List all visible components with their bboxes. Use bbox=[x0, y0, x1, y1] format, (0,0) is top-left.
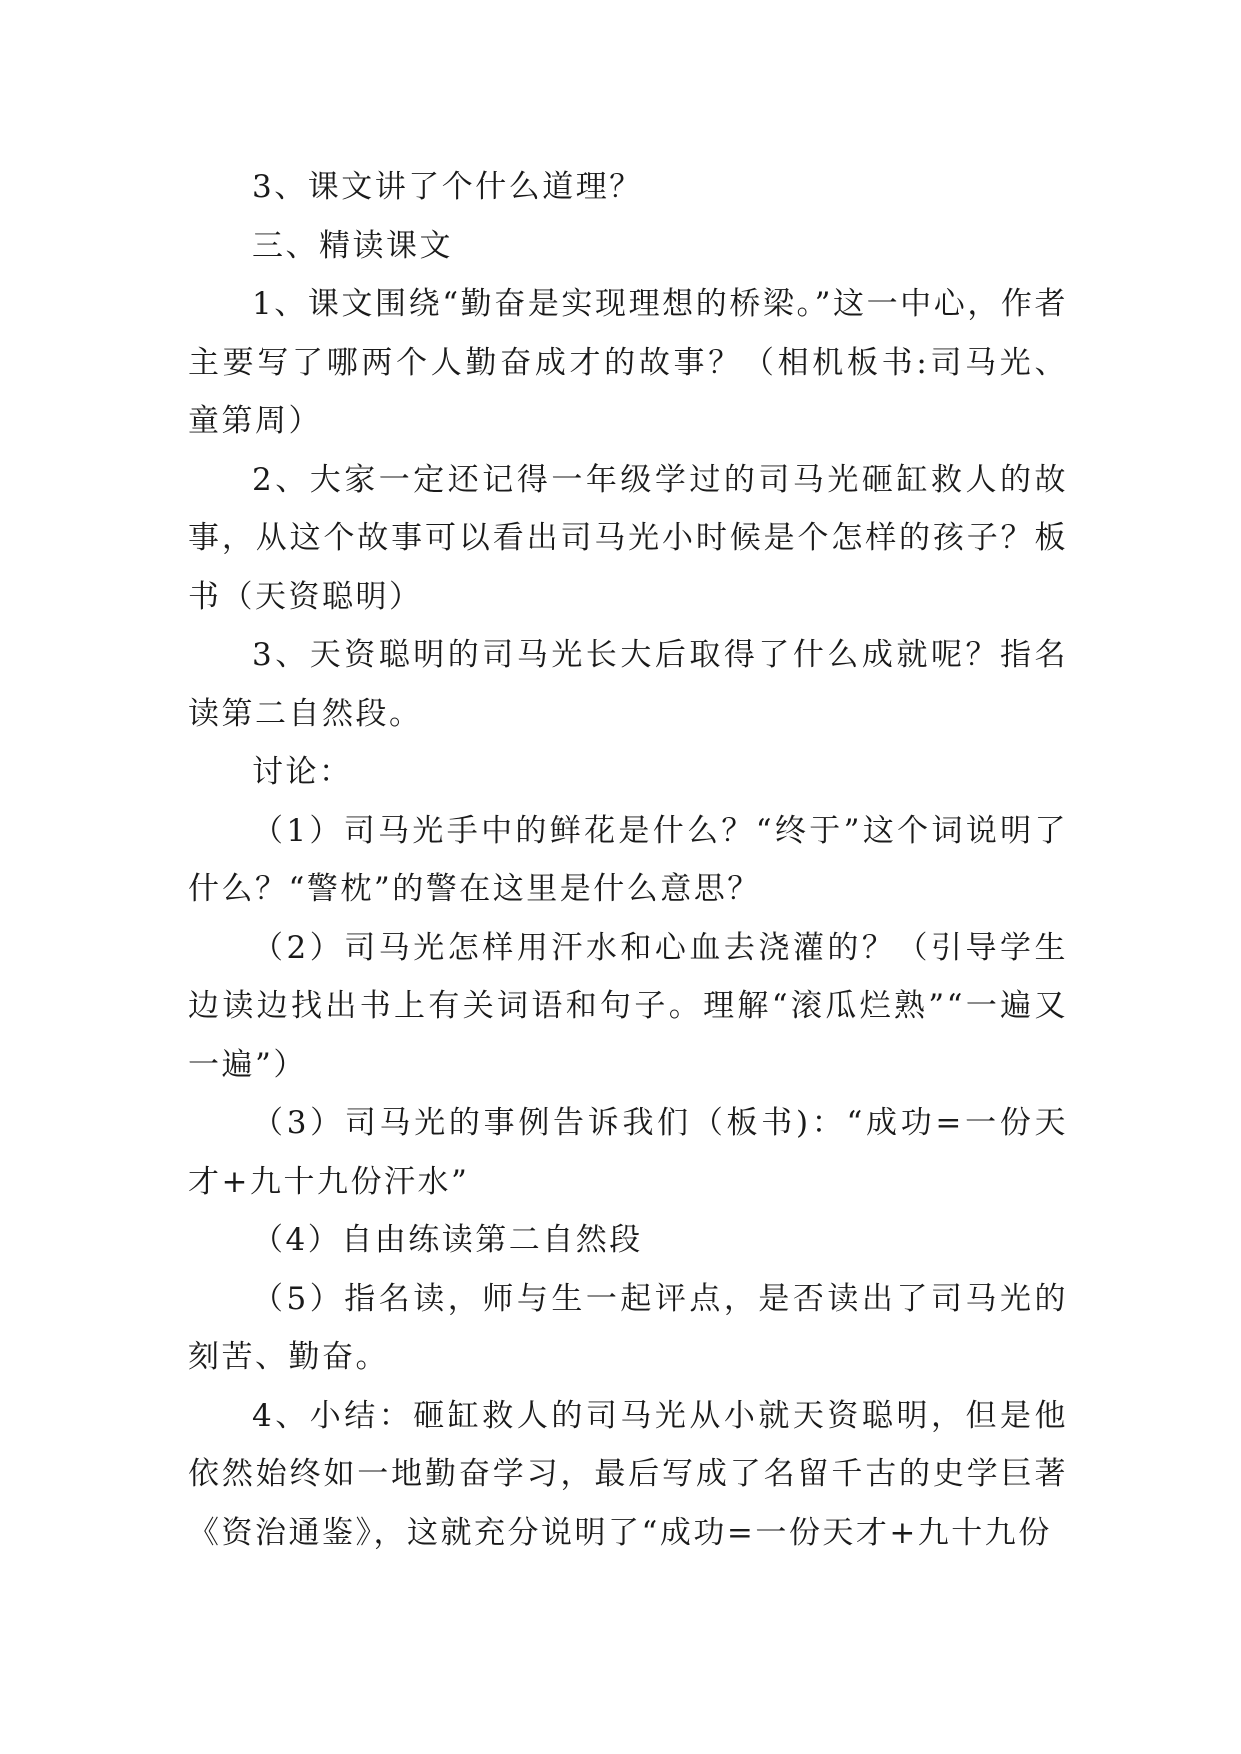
paragraph: 4、小结：砸缸救人的司马光从小就天资聪明，但是他依然始终如一地勤奋学习，最后写成了名留千古的史学巨著《资治通鉴》，这就充分说明了“成功=一份天才+九十九份 bbox=[188, 1397, 1068, 1551]
paragraph: 3、天资聪明的司马光长大后取得了什么成就呢？指名读第二自然段。 bbox=[188, 637, 1068, 732]
paragraph: （3）司马光的事例告诉我们（板书)：“成功=一份天才+九十九份汗水” bbox=[188, 1105, 1068, 1200]
paragraph: （2）司马光怎样用汗水和心血去浇灌的？（引导学生边读边找出书上有关词语和句子。理解“滚瓜烂熟”“一遍又一遍”） bbox=[188, 929, 1068, 1083]
paragraph: （5）指名读，师与生一起评点，是否读出了司马光的刻苦、勤奋。 bbox=[188, 1280, 1068, 1375]
paragraph: （4）自由练读第二自然段 bbox=[252, 1222, 643, 1258]
paragraph: 讨论： bbox=[252, 754, 353, 790]
paragraph: 1、课文围绕“勤奋是实现理想的桥梁。”这一中心，作者主要写了哪两个人勤奋成才的故事？（相机板书:司马光、童第周） bbox=[188, 286, 1068, 439]
document-body bbox=[188, 158, 1068, 1562]
paragraph: 2、大家一定还记得一年级学过的司马光砸缸救人的故事，从这个故事可以看出司马光小时候是个怎样的孩子？板书（天资聪明） bbox=[188, 461, 1068, 615]
section-heading: 三、精读课文 bbox=[252, 227, 453, 264]
paragraph: 3、课文讲了个什么道理？ bbox=[252, 169, 643, 205]
paragraph: （1）司马光手中的鲜花是什么？“终于”这个词说明了什么？“警枕”的警在这里是什么意思？ bbox=[188, 812, 1068, 907]
